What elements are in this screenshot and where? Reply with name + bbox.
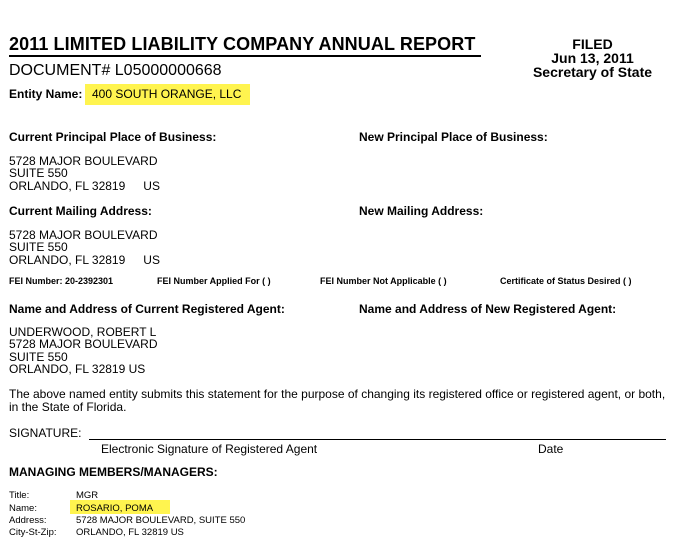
- principal-line3: ORLANDO, FL 32819: [9, 178, 126, 193]
- manager-address-value: 5728 MAJOR BOULEVARD, SUITE 550: [76, 515, 246, 526]
- mailing-line3-row: [9, 254, 160, 266]
- mailing-address: [9, 229, 160, 266]
- manager-city-value: ORLANDO, FL 32819 US: [76, 527, 184, 538]
- agent-name: UNDERWOOD, ROBERT L: [9, 325, 157, 339]
- signature-caption: Electronic Signature of Registered Agent: [101, 442, 318, 456]
- current-agent-heading: Name and Address of Current Registered Agent:: [9, 302, 285, 316]
- filed-label: FILED: [572, 36, 613, 52]
- mailing-line2: SUITE 550: [9, 240, 68, 255]
- agent-line1: 5728 MAJOR BOULEVARD: [9, 337, 158, 352]
- entity-name-value: 400 SOUTH ORANGE, LLC: [85, 84, 250, 105]
- managers-heading: MANAGING MEMBERS/MANAGERS:: [9, 465, 218, 479]
- filed-stamp: [510, 37, 675, 79]
- principal-address: [9, 155, 160, 192]
- statement-line1: The above named entity submits this statement for the purpose of changing its registered office or registered agent, or both,: [9, 387, 666, 401]
- principal-line3-row: [9, 180, 160, 192]
- manager-address-label: Address:: [9, 515, 47, 526]
- signature-line: [89, 439, 666, 440]
- agent-line2: SUITE 550: [9, 349, 68, 364]
- filed-date: Jun 13, 2011: [551, 50, 634, 66]
- manager-title-value: MGR: [76, 490, 99, 501]
- current-mailing-heading: Current Mailing Address:: [9, 204, 152, 218]
- current-principal-heading: Current Principal Place of Business:: [9, 130, 217, 144]
- manager-title-label: Title:: [9, 490, 30, 501]
- mailing-country: US: [143, 252, 160, 267]
- principal-line2: SUITE 550: [9, 166, 68, 181]
- entity-name-label: Entity Name:: [9, 87, 83, 101]
- statement-paragraph: [9, 388, 665, 414]
- fei-not-applicable: FEI Number Not Applicable ( ): [320, 276, 447, 286]
- certificate-of-status: Certificate of Status Desired ( ): [500, 276, 632, 286]
- signature-date-label: Date: [538, 442, 564, 456]
- statement-line2: in the State of Florida.: [9, 399, 127, 414]
- mailing-line3: ORLANDO, FL 32819: [9, 252, 126, 267]
- fei-applied-for: FEI Number Applied For ( ): [157, 276, 271, 286]
- manager-city-label: City-St-Zip:: [9, 527, 57, 538]
- mailing-line1: 5728 MAJOR BOULEVARD: [9, 228, 158, 242]
- title-underline: [9, 55, 481, 57]
- report-title: 2011 LIMITED LIABILITY COMPANY ANNUAL REPORT: [9, 34, 476, 54]
- filed-authority: Secretary of State: [532, 64, 653, 80]
- agent-address: [9, 326, 158, 376]
- agent-line3: ORLANDO, FL 32819 US: [9, 362, 146, 377]
- new-agent-heading: Name and Address of New Registered Agent:: [359, 302, 617, 316]
- new-mailing-heading: New Mailing Address:: [359, 204, 484, 218]
- signature-label: SIGNATURE:: [9, 426, 82, 440]
- principal-country: US: [143, 178, 160, 193]
- new-principal-heading: New Principal Place of Business:: [359, 130, 548, 144]
- manager-name-value: ROSARIO, POMA: [76, 503, 154, 514]
- principal-line1: 5728 MAJOR BOULEVARD: [9, 154, 158, 168]
- manager-name-label: Name:: [9, 503, 37, 514]
- document-number: DOCUMENT# L05000000668: [9, 62, 222, 79]
- fei-number: FEI Number: 20-2392301: [9, 276, 114, 286]
